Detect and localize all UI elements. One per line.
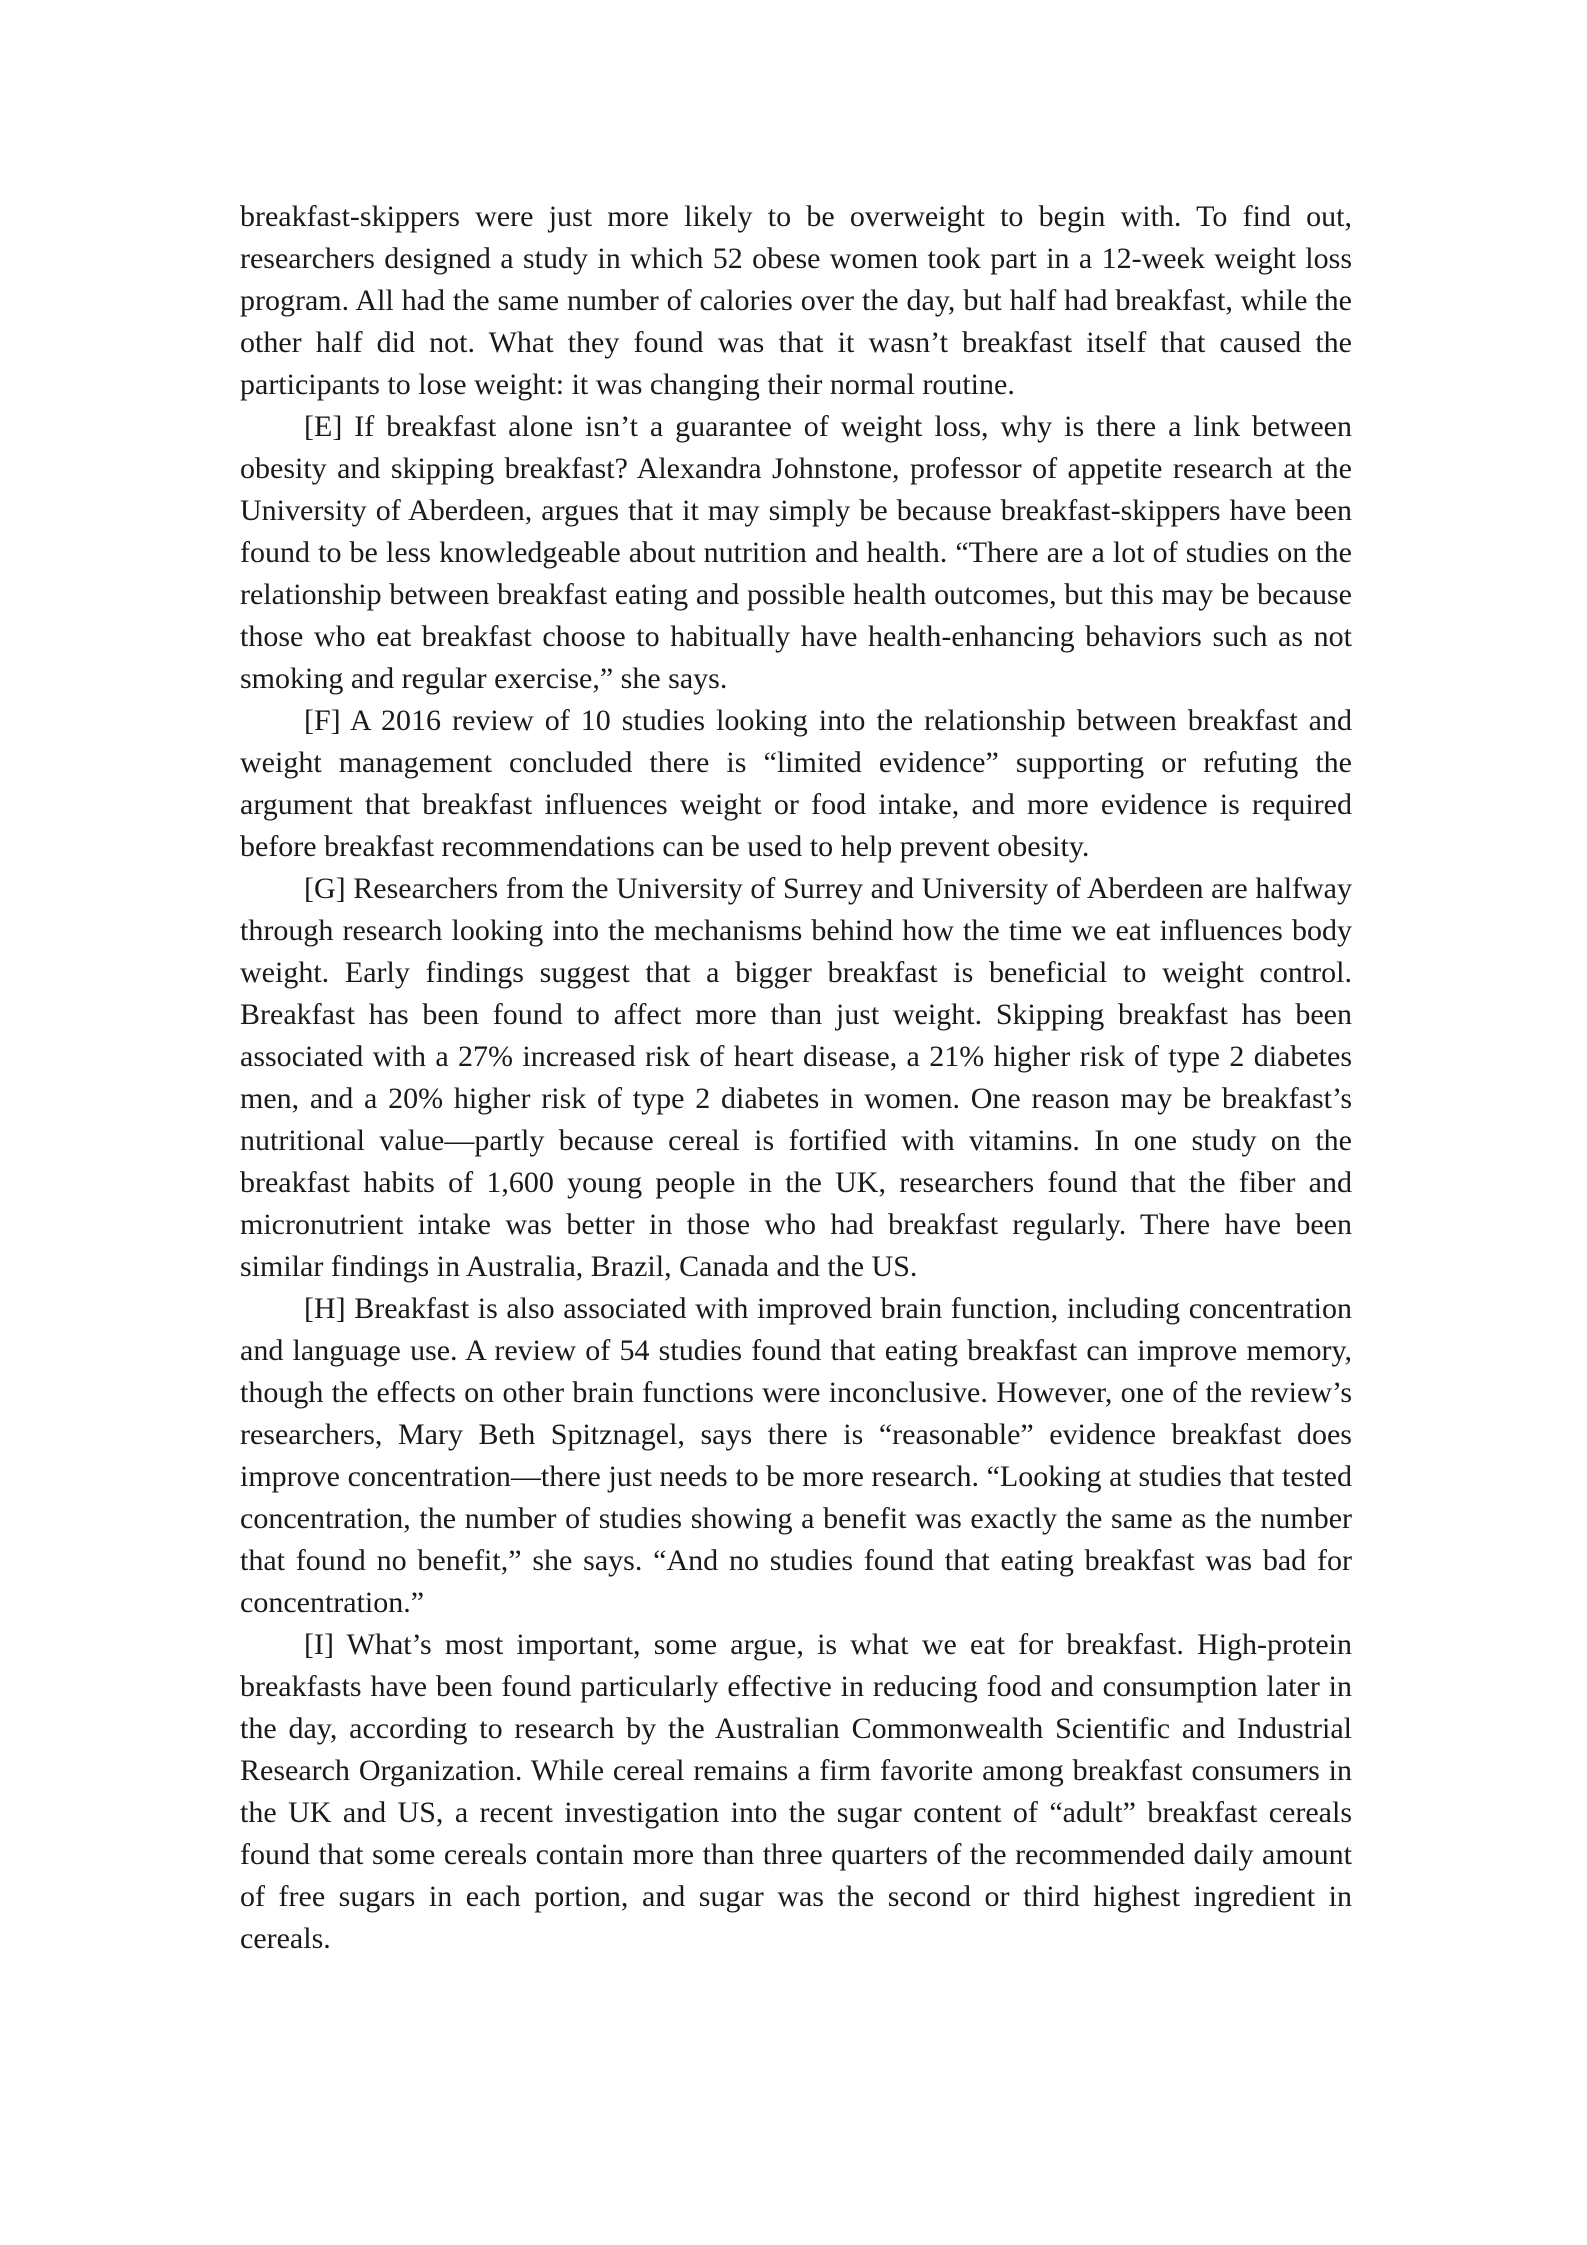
paragraph-h: [H] Breakfast is also associated with improved brain function, including concentration and language use. A review of 54 studies found that eating breakfast can improve memory, though the effects on other brain functions were inconclusive. However, one of the review’s researchers, Mary Beth Spitznagel, says there is “reasonable” evidence breakfast does improve concentration—there just needs to be more research. “Looking at studies that tested concentration, the number of studies showing a benefit was exactly the same as the number that found no benefit,” she says. “And no studies found that eating breakfast was bad for concentration.” (240, 1292, 1352, 1619)
article-body (240, 196, 1352, 1960)
paragraph-continuation: breakfast-skippers were just more likely to be overweight to begin with. To find out, researchers designed a study in which 52 obese women took part in a 12-week weight loss program. All had the same number of calories over the day, but half had breakfast, while the other half did not. What they found was that it wasn’t breakfast itself that caused the participants to lose weight: it was changing their normal routine. (240, 200, 1352, 401)
paragraph-i: [I] What’s most important, some argue, is what we eat for breakfast. High-protein breakfasts have been found particularly effective in reducing food and consumption later in the day, according to research by the Australian Commonwealth Scientific and Industrial Research Organization. While cereal remains a firm favorite among breakfast consumers in the UK and US, a recent investigation into the sugar content of “adult” breakfast cereals found that some cereals contain more than three quarters of the recommended daily amount of free sugars in each portion, and sugar was the second or third highest ingredient in cereals. (240, 1628, 1352, 1955)
paragraph-g: [G] Researchers from the University of Surrey and University of Aberdeen are halfway through research looking into the mechanisms behind how the time we eat influences body weight. Early findings suggest that a bigger breakfast is beneficial to weight control. Breakfast has been found to affect more than just weight. Skipping breakfast has been associated with a 27% increased risk of heart disease, a 21% higher risk of type 2 diabetes men, and a 20% higher risk of type 2 diabetes in women. One reason may be breakfast’s nutritional value—partly because cereal is fortified with vitamins. In one study on the breakfast habits of 1,600 young people in the UK, researchers found that the fiber and micronutrient intake was better in those who had breakfast regularly. There have been similar findings in Australia, Brazil, Canada and the US. (240, 872, 1352, 1283)
paragraph-f: [F] A 2016 review of 10 studies looking into the relationship between breakfast and weight management concluded there is “limited evidence” supporting or refuting the argument that breakfast influences weight or food intake, and more evidence is required before breakfast recommendations can be used to help prevent obesity. (240, 704, 1352, 863)
paragraph-e: [E] If breakfast alone isn’t a guarantee of weight loss, why is there a link between obesity and skipping breakfast? Alexandra Johnstone, professor of appetite research at the University of Aberdeen, argues that it may simply be because breakfast-skippers have been found to be less knowledgeable about nutrition and health. “There are a lot of studies on the relationship between breakfast eating and possible health outcomes, but this may be because those who eat breakfast choose to habitually have health-enhancing behaviors such as not smoking and regular exercise,” she says. (240, 410, 1352, 695)
